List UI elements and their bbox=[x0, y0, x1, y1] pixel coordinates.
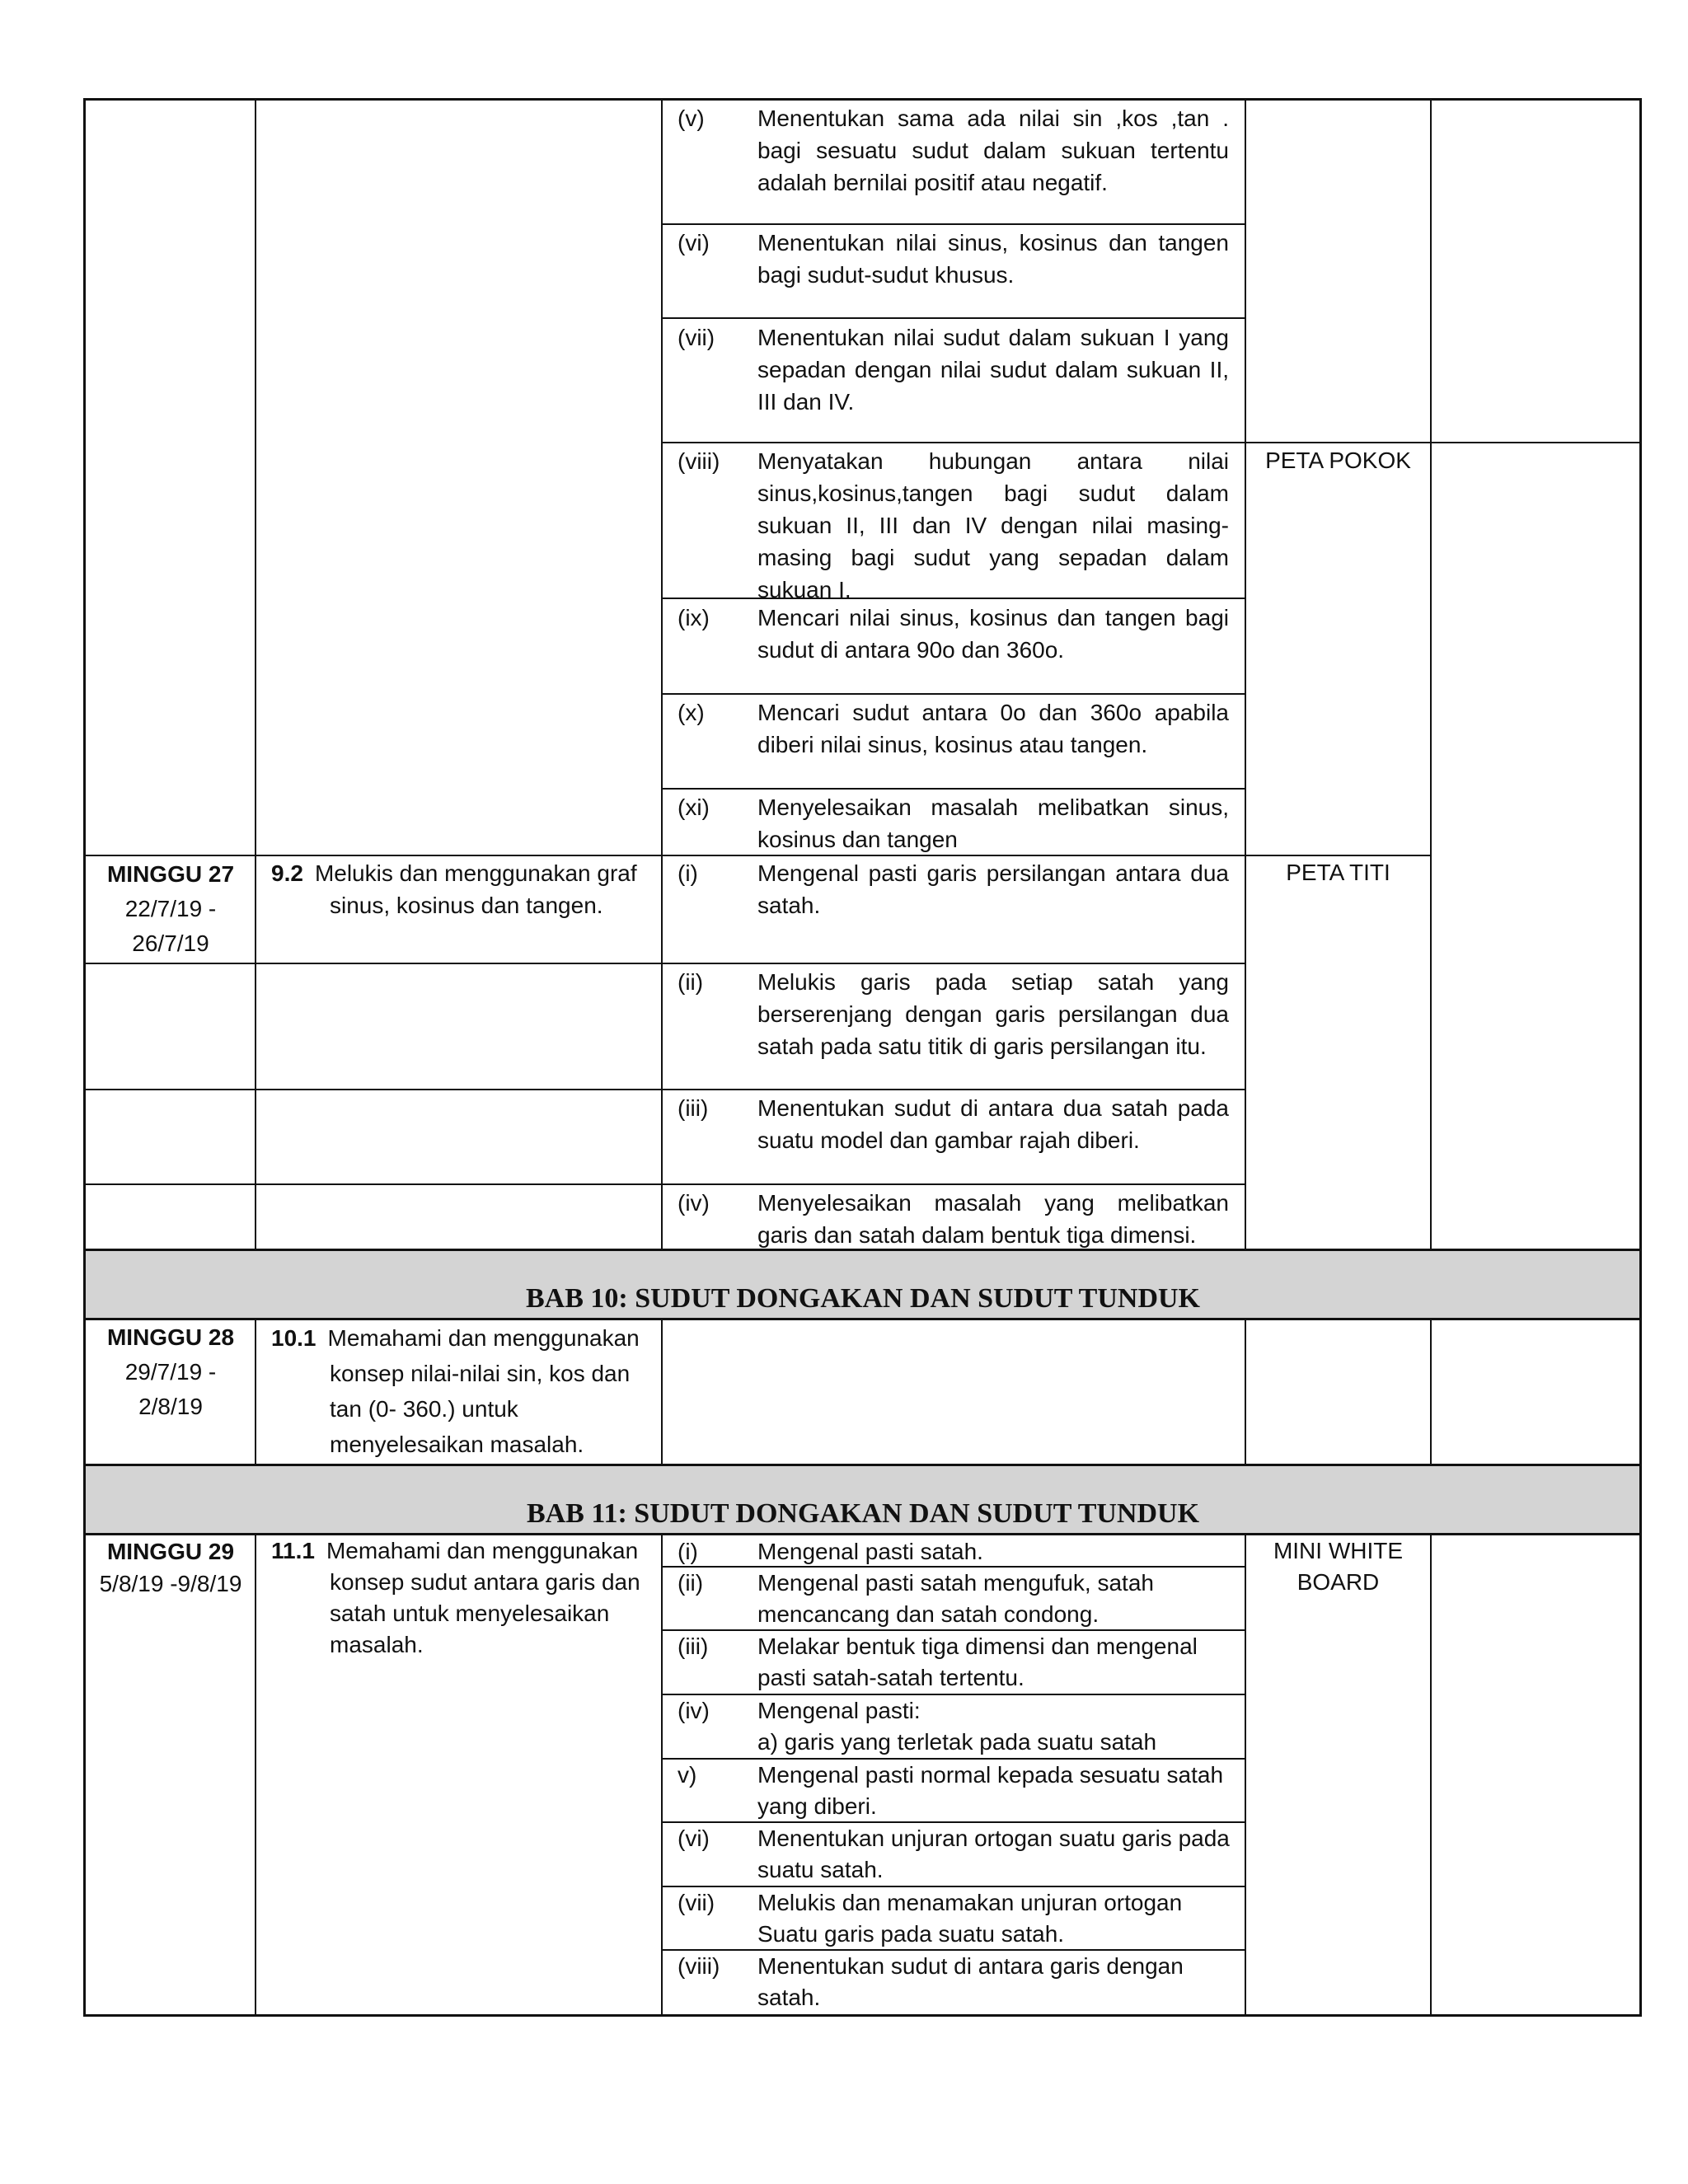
item-number: (xi) bbox=[678, 794, 710, 820]
item-text: Mencari sudut antara 0o dan 360o apabila diberi nilai sinus, kosinus atau tangen. bbox=[757, 700, 1229, 757]
row-divider bbox=[661, 788, 1246, 790]
col-divider bbox=[255, 98, 256, 1251]
objective bbox=[271, 1320, 659, 1462]
item-text: Mengenal pasti garis persilangan antara dua satah. bbox=[757, 860, 1229, 918]
item-number: (ii) bbox=[678, 969, 704, 995]
week-cell bbox=[86, 1535, 256, 1600]
row-divider bbox=[83, 963, 1246, 964]
item-number: (iv) bbox=[678, 1190, 710, 1216]
item-text: Menentukan unjuran ortogan suatu garis pada bbox=[757, 1825, 1230, 1851]
col-divider bbox=[1430, 1535, 1432, 2016]
item-text: Suatu garis pada suatu satah. bbox=[757, 1921, 1065, 1947]
week-cell bbox=[86, 857, 256, 961]
week-date: 5/8/19 -9/8/19 bbox=[99, 1571, 242, 1596]
row-divider bbox=[661, 1694, 1246, 1695]
objective-number: 10.1 bbox=[271, 1325, 316, 1351]
item-text: mencancang dan satah condong. bbox=[757, 1601, 1100, 1627]
chapter-title: BAB 10: SUDUT DONGAKAN DAN SUDUT TUNDUK bbox=[526, 1283, 1200, 1314]
col-divider bbox=[1430, 98, 1432, 1251]
item-text: Melukis garis pada setiap satah yang berserenjang dengan garis persilangan dua satah pada satu titik di garis persilangan itu. bbox=[757, 969, 1229, 1059]
week-date-start: 29/7/19 - bbox=[124, 1359, 217, 1385]
objective-line: tan (0- 360.) untuk bbox=[330, 1396, 518, 1422]
objective-line: satah untuk menyelesaikan bbox=[330, 1601, 610, 1626]
item-text: satah. bbox=[757, 1985, 821, 2010]
item-number: (vi) bbox=[678, 1825, 710, 1851]
row-divider bbox=[661, 223, 1246, 225]
row-divider bbox=[83, 1089, 1246, 1090]
item-number: (viii) bbox=[678, 1953, 720, 1979]
item-text: Mengenal pasti satah mengufuk, satah bbox=[757, 1570, 1154, 1596]
item-text: Menentukan nilai sinus, kosinus dan tangen bagi sudut-sudut khusus. bbox=[757, 230, 1229, 288]
item-number: (i) bbox=[678, 860, 698, 886]
item-text: Menyelesaikan masalah melibatkan sinus, kosinus dan tangen bbox=[757, 794, 1229, 852]
col-divider bbox=[1245, 1319, 1246, 1465]
week-date-end: 2/8/19 bbox=[138, 1394, 203, 1419]
objective-line: sinus, kosinus dan tangen. bbox=[330, 893, 603, 918]
objective-number: 9.2 bbox=[271, 860, 303, 886]
objective-line: konsep sudut antara garis dan bbox=[330, 1569, 640, 1595]
item-number: (iv) bbox=[678, 1698, 710, 1723]
objective-line: Memahami dan menggunakan bbox=[327, 1325, 640, 1351]
week-label: MINGGU 28 bbox=[106, 1324, 235, 1350]
item-text: suatu satah. bbox=[757, 1857, 884, 1882]
chapter-title: BAB 11: SUDUT DONGAKAN DAN SUDUT TUNDUK bbox=[526, 1498, 1200, 1529]
item-text: Melakar bentuk tiga dimensi dan mengenal bbox=[757, 1633, 1198, 1659]
item-number: (ix) bbox=[678, 605, 710, 630]
week-cell bbox=[86, 1320, 256, 1424]
row-divider bbox=[661, 693, 1246, 695]
teaching-aid: PETA TITI bbox=[1286, 860, 1390, 885]
objective-line: Melukis dan menggunakan graf bbox=[314, 860, 637, 886]
col-divider bbox=[1430, 1319, 1432, 1465]
item-number: (x) bbox=[678, 700, 705, 725]
row-divider bbox=[661, 317, 1246, 319]
item-text: Menentukan sudut di antara dua satah pada suatu model dan gambar rajah diberi. bbox=[757, 1095, 1229, 1153]
objective-line: Memahami dan menggunakan bbox=[326, 1538, 639, 1563]
col-divider bbox=[1245, 1535, 1246, 2016]
col-divider bbox=[255, 1535, 256, 2016]
objective bbox=[271, 1535, 659, 1661]
table-border-bottom bbox=[83, 2014, 1642, 2017]
row-divider bbox=[83, 1464, 1642, 1466]
item-text: yang diberi. bbox=[757, 1793, 877, 1819]
objective-line: konsep nilai-nilai sin, kos dan bbox=[330, 1361, 631, 1386]
week-date-start: 22/7/19 - bbox=[124, 896, 217, 921]
item-text: Mengenal pasti normal kepada sesuatu satah bbox=[757, 1762, 1224, 1788]
teaching-aid-line: MINI WHITE bbox=[1273, 1538, 1404, 1563]
item-text: Menentukan sama ada nilai sin ,kos ,tan . bagi sesuatu sudut dalam sukuan tertentu adalah bernilai positif atau negatif. bbox=[757, 105, 1229, 195]
col-divider bbox=[661, 1535, 663, 2016]
teaching-aid: PETA POKOK bbox=[1265, 448, 1411, 473]
item-text: Menyelesaikan masalah yang melibatkan garis dan satah dalam bentuk tiga dimensi. bbox=[757, 1190, 1229, 1248]
objective bbox=[271, 857, 650, 921]
week-label: MINGGU 29 bbox=[106, 1539, 235, 1564]
teaching-aid bbox=[1245, 1535, 1431, 1598]
item-number: (vi) bbox=[678, 230, 710, 255]
item-text: Menentukan nilai sudut dalam sukuan I yang sepadan dengan nilai sudut dalam sukuan II, III dan IV. bbox=[757, 325, 1229, 415]
item-text: Menyatakan hubungan antara nilai sinus,kosinus,tangen bagi sudut dalam sukuan II, III dan IV dengan nilai masing-masing bagi sudut yang sepadan dalam sukuan I. bbox=[757, 448, 1229, 602]
item-number: v) bbox=[678, 1762, 697, 1788]
item-number: (viii) bbox=[678, 448, 720, 474]
item-text: pasti satah-satah tertentu. bbox=[757, 1665, 1025, 1690]
item-number: (iii) bbox=[678, 1633, 709, 1659]
item-number: (vii) bbox=[678, 1890, 715, 1915]
objective-line: masalah. bbox=[330, 1632, 424, 1657]
table-border-top bbox=[83, 98, 1642, 101]
objective-number: 11.1 bbox=[271, 1538, 315, 1563]
item-text: Menentukan sudut di antara garis dengan bbox=[757, 1953, 1184, 1979]
table-border-right bbox=[1639, 98, 1642, 2017]
item-number: (vii) bbox=[678, 325, 715, 350]
item-text: Mencari nilai sinus, kosinus dan tangen bagi sudut di antara 90o dan 360o. bbox=[757, 605, 1229, 663]
item-text: a) garis yang terletak pada suatu satah bbox=[757, 1729, 1157, 1755]
item-number: (i) bbox=[678, 1539, 698, 1564]
objective-line: menyelesaikan masalah. bbox=[330, 1432, 584, 1457]
col-divider bbox=[661, 1319, 663, 1465]
item-text: Melukis dan menamakan unjuran ortogan bbox=[757, 1890, 1183, 1915]
week-date-end: 26/7/19 bbox=[132, 930, 209, 956]
table-border-left bbox=[83, 98, 86, 2017]
item-number: (iii) bbox=[678, 1095, 709, 1121]
item-number: (v) bbox=[678, 105, 705, 131]
week-label: MINGGU 27 bbox=[106, 861, 235, 887]
item-text: Mengenal pasti satah. bbox=[757, 1539, 983, 1564]
col-divider bbox=[661, 98, 663, 1251]
row-divider bbox=[83, 1183, 1246, 1185]
col-divider bbox=[1245, 98, 1246, 1251]
item-text: Mengenal pasti: bbox=[757, 1698, 921, 1723]
item-number: (ii) bbox=[678, 1570, 704, 1596]
teaching-aid-line: BOARD bbox=[1296, 1569, 1380, 1595]
row-divider bbox=[661, 442, 1639, 443]
